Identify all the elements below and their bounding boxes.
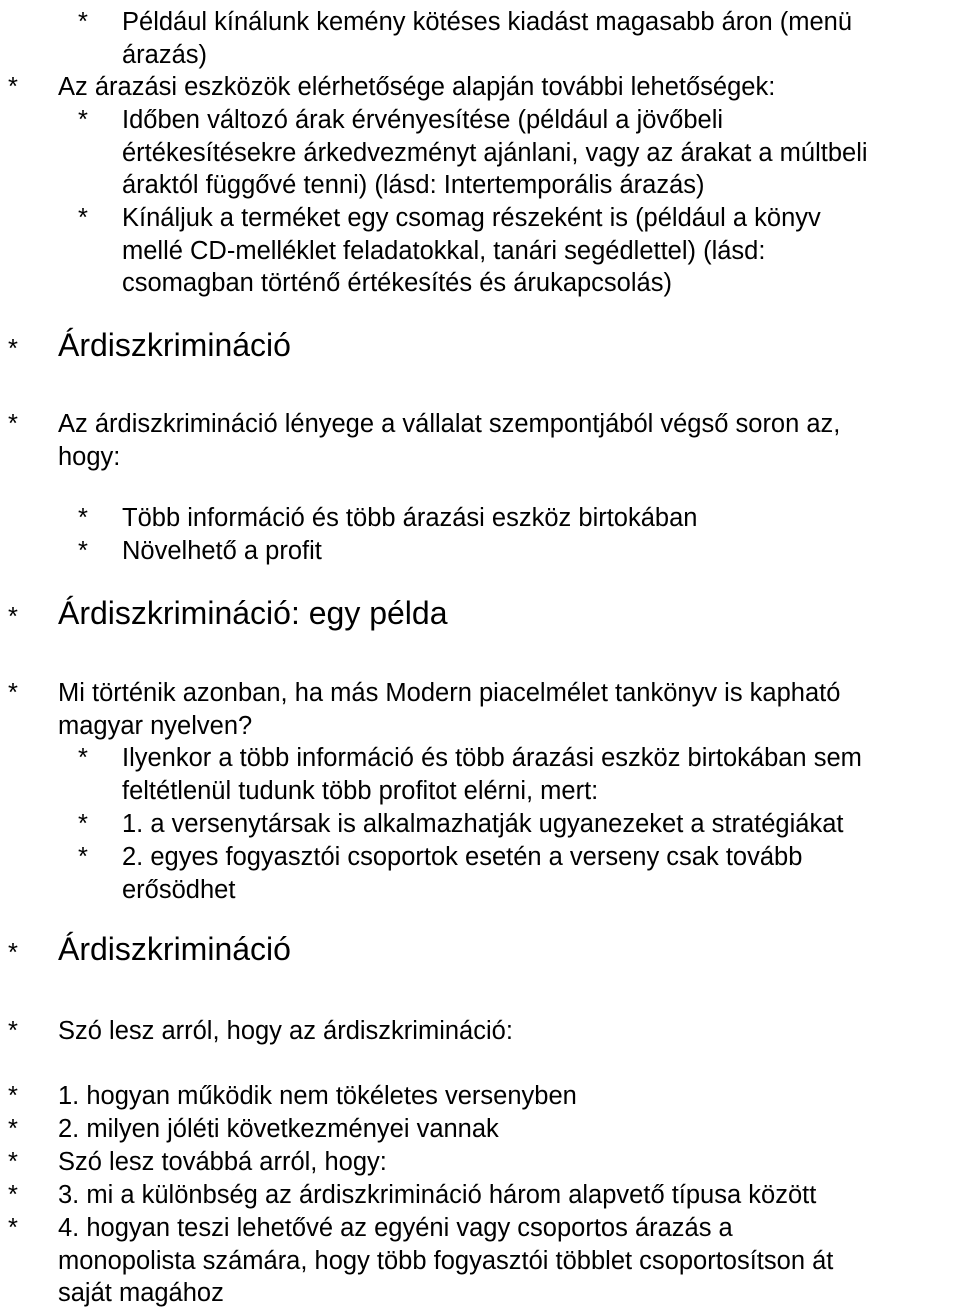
- text-line: Szó lesz arról, hogy az árdiszkrimináció:: [58, 1017, 513, 1045]
- text-line: értékesítésekre árkedvezményt ajánlani, vagy az árakat a múltbeli: [122, 138, 868, 167]
- item-text: [122, 742, 862, 807]
- text-line: hogy:: [58, 442, 121, 471]
- text-line: Időben változó árak érvényesítése (például a jövőbeli: [122, 106, 724, 134]
- bullet-marker: *: [78, 504, 88, 532]
- bullet-marker: *: [8, 679, 18, 707]
- text-line: Több információ és több árazási eszköz birtokában: [122, 504, 698, 532]
- text-line: erősödhet: [122, 875, 236, 904]
- bullet-marker: *: [8, 939, 18, 967]
- bullet-marker: *: [8, 603, 18, 631]
- item-text: [122, 202, 821, 300]
- text-line: Például kínálunk kemény kötéses kiadást magasabb áron (menü: [122, 8, 852, 36]
- text-line: saját magához: [58, 1279, 224, 1307]
- item-text: [58, 677, 840, 742]
- item-text: [58, 71, 775, 104]
- bullet-marker: *: [78, 106, 88, 134]
- text-line: 1. a versenytársak is alkalmazhatják ugyanezeket a stratégiákat: [122, 810, 844, 838]
- item-text: [122, 535, 322, 568]
- text-line: Mi történik azonban, ha más Modern piacelmélet tankönyv is kapható: [58, 679, 841, 707]
- item-text: [58, 1146, 387, 1179]
- bullet-marker: *: [78, 810, 88, 838]
- bullet-marker: *: [78, 204, 88, 232]
- bullet-marker: *: [8, 1214, 18, 1242]
- item-text: [58, 1080, 577, 1113]
- text-line: feltétlenül tudunk több profitot elérni, mert:: [122, 776, 599, 805]
- text-line: Árdiszkrimináció: [58, 931, 291, 967]
- item-text: [58, 1015, 513, 1048]
- bullet-marker: *: [8, 73, 18, 101]
- bullet-marker: *: [78, 744, 88, 772]
- heading-text: [58, 594, 448, 632]
- bullet-marker: *: [8, 1148, 18, 1176]
- item-text: [122, 104, 868, 202]
- item-text: [122, 6, 852, 71]
- item-text: [122, 502, 697, 535]
- text-line: csomagban történő értékesítés és árukapcsolás): [122, 269, 672, 297]
- item-text: [58, 1179, 816, 1212]
- heading-text: [58, 326, 291, 364]
- bullet-marker: *: [78, 843, 88, 871]
- text-line: Az árazási eszközök elérhetősége alapján további lehetőségek:: [58, 73, 776, 101]
- text-line: monopolista számára, hogy több fogyasztói többlet csoportosítson át: [58, 1246, 834, 1275]
- text-line: 1. hogyan működik nem tökéletes versenyben: [58, 1082, 577, 1110]
- item-text: [122, 808, 843, 841]
- text-line: mellé CD-melléklet feladatokkal, tanári segédlettel) (lásd:: [122, 236, 766, 265]
- text-line: Árdiszkrimináció: egy példa: [58, 595, 448, 631]
- text-line: 2. milyen jóléti következményei vannak: [58, 1115, 499, 1143]
- bullet-marker: *: [78, 8, 88, 36]
- bullet-marker: *: [8, 410, 18, 438]
- text-line: Az árdiszkrimináció lényege a vállalat szempontjából végső soron az,: [58, 410, 841, 438]
- bullet-marker: *: [8, 1082, 18, 1110]
- text-line: áraktól függővé tenni) (lásd: Intertemporális árazás): [122, 171, 705, 199]
- item-text: [58, 1113, 499, 1146]
- text-line: árazás): [122, 40, 208, 69]
- text-line: 3. mi a különbség az árdiszkrimináció három alapvető típusa között: [58, 1181, 817, 1209]
- item-text: [122, 841, 802, 906]
- item-text: [58, 408, 840, 473]
- text-line: Ilyenkor a több információ és több árazási eszköz birtokában sem: [122, 744, 862, 772]
- text-line: Szó lesz továbbá arról, hogy:: [58, 1148, 387, 1176]
- text-line: 4. hogyan teszi lehetővé az egyéni vagy csoportos árazás a: [58, 1214, 733, 1242]
- text-line: Árdiszkrimináció: [58, 327, 291, 363]
- bullet-marker: *: [8, 1017, 18, 1045]
- text-line: magyar nyelven?: [58, 711, 253, 740]
- bullet-marker: *: [8, 1181, 18, 1209]
- heading-text: [58, 930, 291, 968]
- item-text: [58, 1212, 833, 1310]
- bullet-marker: *: [8, 335, 18, 363]
- text-line: 2. egyes fogyasztói csoportok esetén a verseny csak tovább: [122, 843, 803, 871]
- bullet-marker: *: [8, 1115, 18, 1143]
- text-line: Növelhető a profit: [122, 537, 322, 565]
- bullet-marker: *: [78, 537, 88, 565]
- text-line: Kínáljuk a terméket egy csomag részeként is (például a könyv: [122, 204, 821, 232]
